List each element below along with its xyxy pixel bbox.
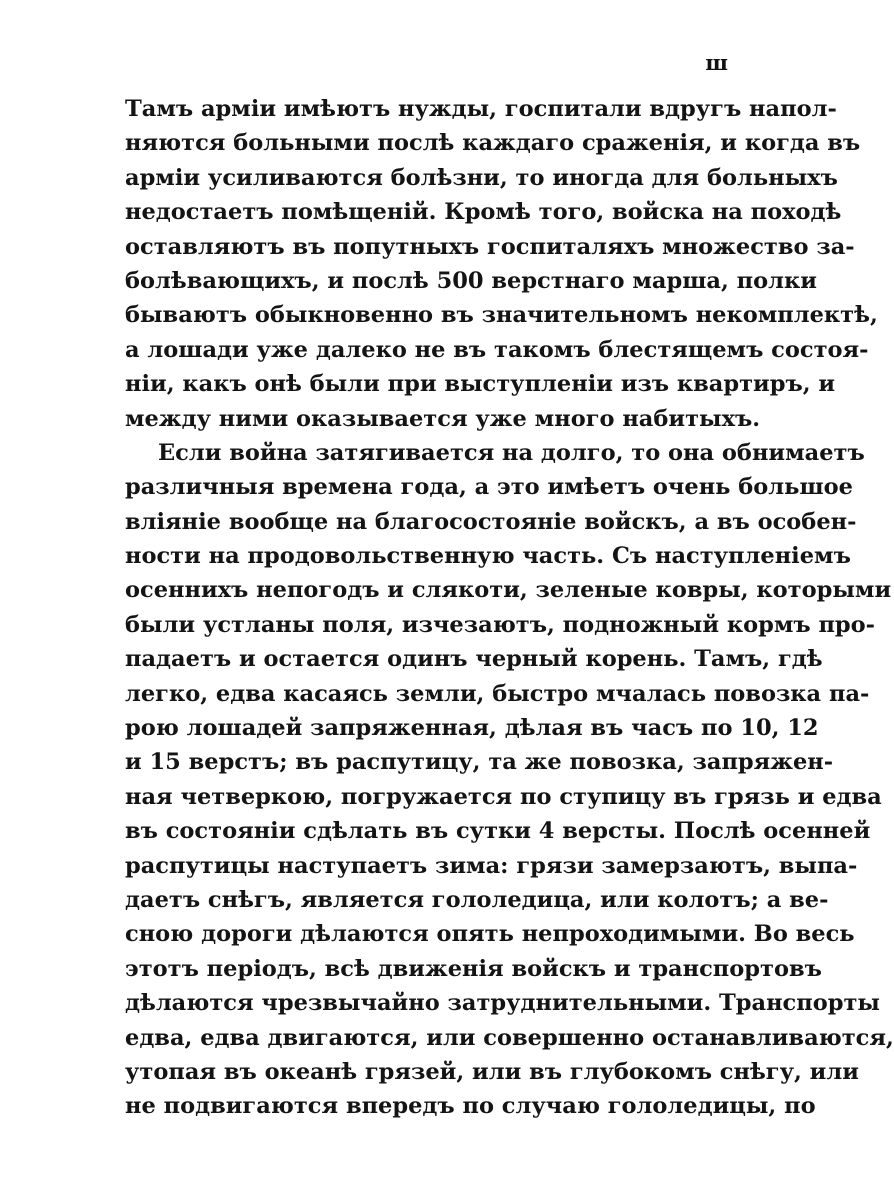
text-line: оставляютъ въ попутныхъ госпиталяхъ множество за-	[125, 233, 855, 260]
text-line: легко, едва касаясь земли, быстро мчалась повозка па-	[125, 680, 870, 707]
text-line: арміи усиливаются болѣзни, то иногда для больныхъ	[125, 164, 838, 191]
text-line: а лошади уже далеко не въ такомъ блестящемъ состоя-	[125, 336, 869, 363]
text-line: распутицы наступаетъ зима: грязи замерзаютъ, выпа-	[125, 852, 858, 879]
text-line: болѣвающихъ, и послѣ 500 верстнаго марша, полки	[125, 267, 817, 294]
text-line: Если война затягивается на долго, то она обнимаетъ	[158, 439, 865, 466]
text-line: и 15 верстъ; въ распутицу, та же повозка, запряжен-	[125, 749, 834, 776]
text-line: падаетъ и остается одинъ черный корень. Тамъ, гдѣ	[125, 646, 823, 673]
text-line: дѣлаются чрезвычайно затруднительными. Транспорты	[125, 990, 880, 1017]
text-line: не подвигаются впередъ по случаю гололедицы, по	[125, 1093, 816, 1120]
text-line: осеннихъ непогодъ и слякоти, зеленые ковры, которыми	[125, 577, 892, 604]
text-line: въ состояніи сдѣлать въ сутки 4 версты. Послѣ осенней	[125, 818, 871, 845]
text-line: различныя времена года, а это имѣетъ очень большое	[125, 474, 853, 501]
text-line: ная четверкою, погружается по ступицу въ грязь и едва	[125, 783, 882, 810]
text-line: едва, едва двигаются, или совершенно останавливаются,	[125, 1024, 894, 1051]
paragraph-2	[125, 436, 894, 1124]
text-line: Тамъ арміи имѣютъ нужды, госпитали вдругъ напол-	[125, 96, 837, 122]
text-line: вліяніе вообще на благосостояніе войскъ, а въ особен-	[125, 508, 857, 535]
text-line: между ними оказывается уже много набитыхъ.	[125, 405, 761, 432]
page-number: ш	[705, 50, 729, 75]
text-line: няются больными послѣ каждаго сраженія, и когда въ	[125, 130, 861, 157]
text-line: ности на продовольственную часть. Съ наступленіемъ	[125, 543, 851, 570]
body-text	[125, 92, 894, 1124]
paragraph-1	[125, 92, 878, 436]
text-line: бываютъ обыкновенно въ значительномъ некомплектѣ,	[125, 302, 878, 329]
text-line: были устланы поля, изчезаютъ, подножный кормъ про-	[125, 611, 876, 638]
text-line: этотъ періодъ, всѣ движенія войскъ и транспортовъ	[125, 955, 822, 982]
text-line: недостаетъ помѣщеній. Кромѣ того, войска на походѣ	[125, 199, 842, 226]
text-line: ніи, какъ онѣ были при выступленіи изъ квартиръ, и	[125, 371, 836, 398]
text-line: сною дороги дѣлаются опять непроходимыми. Во весь	[125, 921, 855, 948]
text-line: рою лошадей запряженная, дѣлая въ часъ по 10, 12	[125, 715, 819, 742]
text-line: утопая въ океанѣ грязей, или въ глубокомъ снѣгу, или	[125, 1058, 859, 1085]
text-line: даетъ снѣгъ, является гололедица, или колотъ; а ве-	[125, 886, 829, 913]
